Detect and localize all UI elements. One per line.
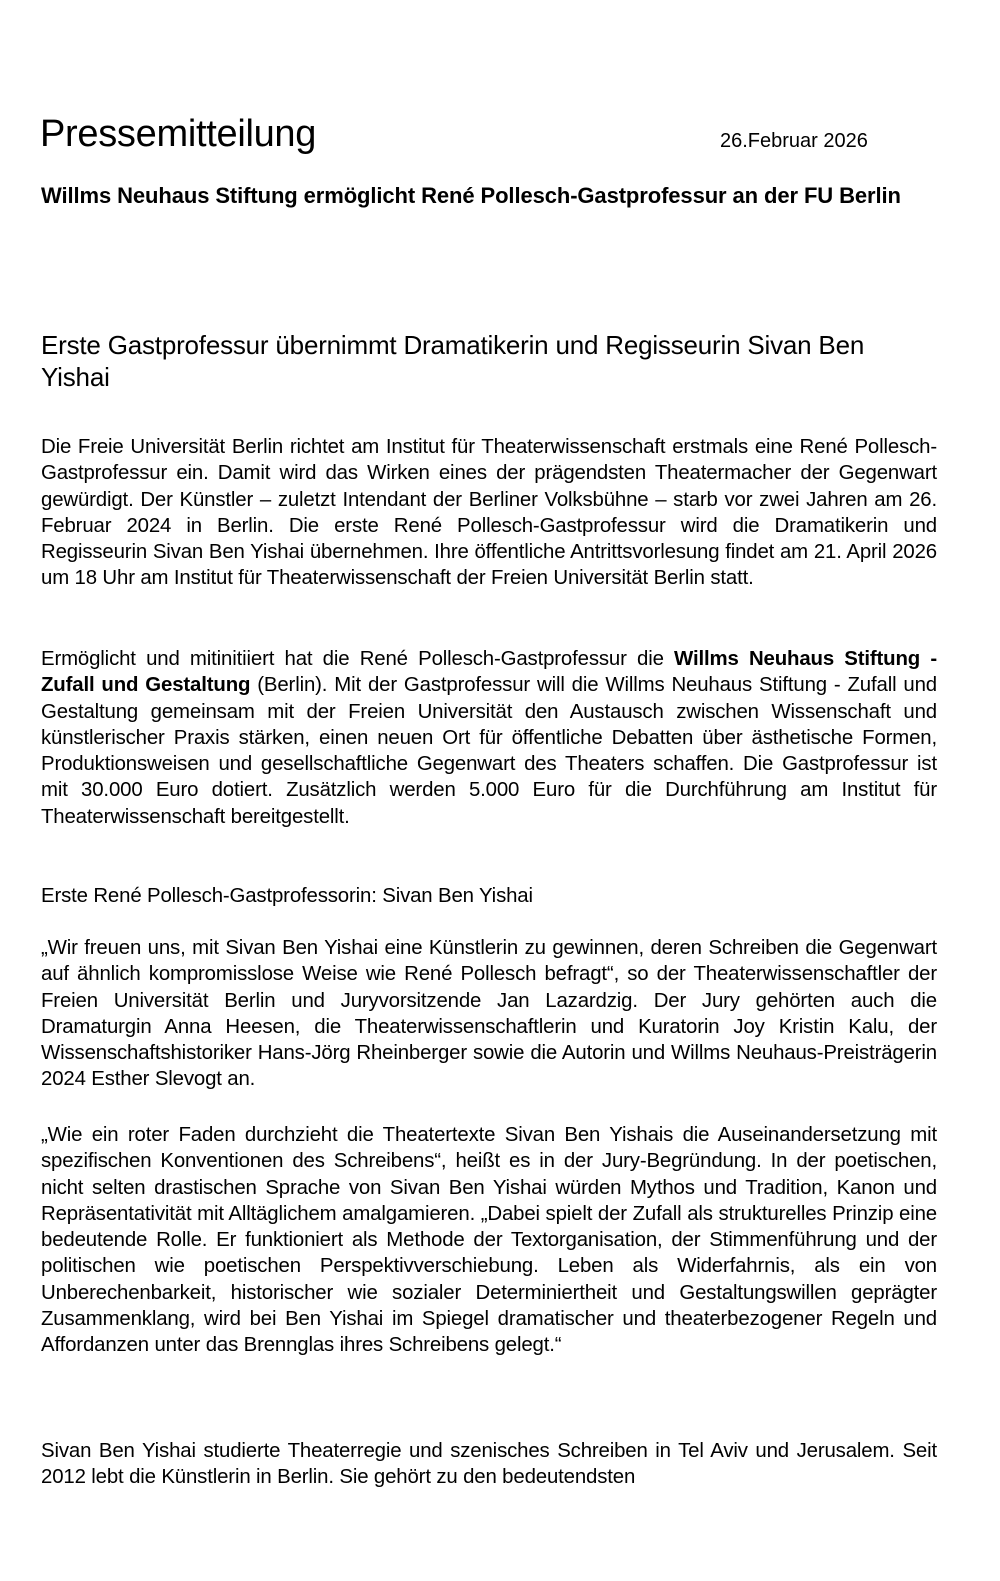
paragraph-foundation-lead: Ermöglicht und mitinitiiert hat die René Pollesch-Gastprofessur die (41, 648, 675, 670)
document-title: Pressemitteilung (40, 113, 317, 155)
paragraph-biography: Sivan Ben Yishai studierte Theaterregie und szenisches Schreiben in Tel Aviv und Jerusalem. Seit 2012 lebt die Künstlerin in Berlin. Sie gehört zu den bedeutendsten (41, 1440, 937, 1489)
paragraph-foundation (41, 646, 937, 830)
foundation-name-bold: Willms Neuhaus Stiftung - Zufall und Gestaltung (41, 648, 937, 697)
paragraph-intro: Die Freie Universität Berlin richtet am Institut für Theaterwissenschaft erstmals eine René Pollesch-Gastprofessur ein. Damit wird das Wirken eines der prägendsten Theatermacher der Gegenwart gewürdigt. Der Künstler – zuletzt Intendant der Berliner Volksbühne – starb vor zwei Jahren am 26. Februar 2024 in Berlin. Die erste René Pollesch-Gastprofessur wird die Dramatikerin und Regisseurin Sivan Ben Yishai übernehmen. Ihre öffentliche Antrittsvorlesung findet am 21. April 2026 um 18 Uhr am Institut für Theaterwissenschaft der Freien Universität Berlin statt. (41, 436, 937, 590)
release-date: 26.Februar 2026 (720, 130, 868, 152)
paragraph-foundation-rest: (Berlin). Mit der Gastprofessur will die Willms Neuhaus Stiftung - Zufall und Gestaltung gemeinsam mit der Freien Universität den Austausch zwischen Wissenschaft und künstlerischer Praxis stärken, einen neuen Ort für öffentliche Debatten über ästhetische Formen, Produktionsweisen und gesellschaftliche Gegenwart des Theaters schaffen. Die Gastprofessur ist mit 30.000 Euro dotiert. Zusätzlich werden 5.000 Euro für die Durchführung am Institut für Theaterwissenschaft bereitgestellt. (41, 674, 937, 828)
paragraph-jury-quote: „Wir freuen uns, mit Sivan Ben Yishai eine Künstlerin zu gewinnen, deren Schreiben die Gegenwart auf ähnlich kompromisslose Weise wie René Pollesch befragt“, so der Theaterwissenschaftler der Freien Universität Berlin und Juryvorsitzende Jan Lazardzig. Der Jury gehörten auch die Dramaturgin Anna Heesen, die Theaterwissenschaftlerin und Kuratorin Joy Kristin Kalu, der Wissenschaftshistoriker Hans-Jörg Rheinberger sowie die Autorin und Willms Neuhaus-Preisträgerin 2024 Esther Slevogt an. (41, 937, 937, 1091)
subheadline: Erste Gastprofessur übernimmt Dramatikerin und Regisseurin Sivan Ben Yishai (41, 330, 865, 392)
paragraph-jury-statement: „Wie ein roter Faden durchzieht die Theatertexte Sivan Ben Yishais die Auseinandersetzung mit spezifischen Konventionen des Schreibens“, heißt es in der Jury-Begründung. In der poetischen, nicht selten drastischen Sprache von Sivan Ben Yishai würden Mythos und Tradition, Kanon und Repräsentativität mit Alltäglichem amalgamieren. „Dabei spielt der Zufall als strukturelles Prinzip eine bedeutende Rolle. Er funktioniert als Methode der Textorganisation, der Stimmenführung und der politischen wie poetischen Perspektivverschiebung. Leben als Widerfahrnis, als ein von Unberechenbarkeit, historischer wie sozialer Determiniertheit und Gestaltungswillen geprägter Zusammenklang, wird bei Ben Yishai im Spiegel dramatischer und theaterbezogener Regeln und Affordanzen unter das Brennglas ihres Schreibens gelegt.“ (41, 1124, 937, 1357)
section-heading-professor: Erste René Pollesch-Gastprofessorin: Sivan Ben Yishai (41, 885, 533, 907)
headline: Willms Neuhaus Stiftung ermöglicht René Pollesch-Gastprofessur an der FU Berlin (41, 183, 901, 208)
